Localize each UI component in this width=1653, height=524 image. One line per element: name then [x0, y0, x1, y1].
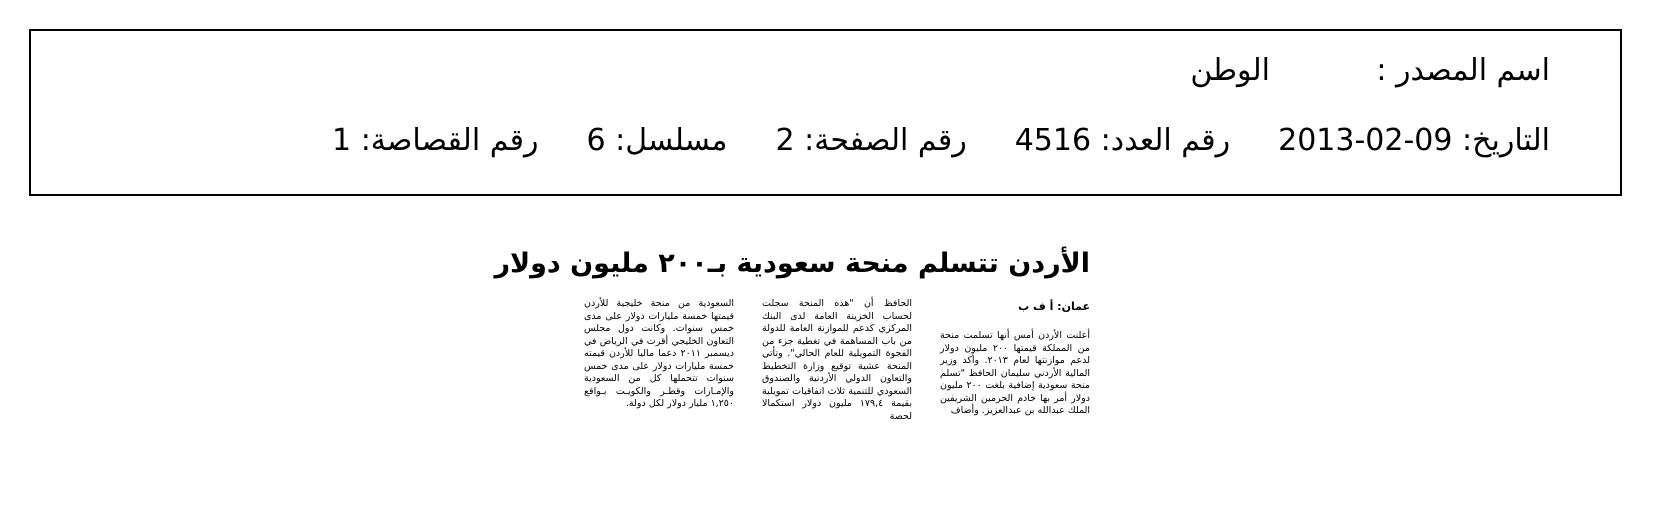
date-field — [1278, 123, 1550, 158]
page-label: رقم الصفحة: — [804, 123, 967, 158]
clipping-label: رقم القصاصة: — [360, 123, 539, 158]
issue-label: رقم العدد: — [1100, 123, 1231, 158]
serial-value: 6 — [586, 123, 606, 158]
date-value: 2013-02-09 — [1278, 123, 1453, 158]
clipping-header-box — [29, 29, 1622, 196]
source-value: الوطن — [1190, 53, 1270, 88]
clipping-field — [332, 123, 538, 158]
newspaper-clipping — [494, 240, 1090, 480]
serial-field — [587, 123, 728, 158]
issue-value: 4516 — [1014, 123, 1092, 158]
page-field — [776, 123, 967, 158]
article-title: الأردن تتسلم منحة سعودية بـ٢٠٠ مليون دولار — [494, 248, 1090, 279]
meta-line — [284, 123, 1550, 158]
article-column-1: أعلنت الأردن أمس أنها تسلمت منحة من المملكة قيمتها ٢٠٠ مليون دولار لدعم موازنتها لعام ٢٠١٣. وأكد وزير المالية الأردني سليمان الحافظ "تسلم منحة سعودية إضافية بلغت ٢٠٠ مليون دولار أمر بها خادم الحرمين الشريفين الملك عبدالله بن عبدالعزيز. وأضاف — [940, 330, 1090, 416]
source-line — [1190, 53, 1550, 88]
article-byline: عمان: أ ف ب — [1018, 300, 1090, 313]
serial-label: مسلسل: — [615, 123, 728, 158]
source-label: اسم المصدر : — [1376, 53, 1550, 88]
date-label: التاريخ: — [1462, 123, 1550, 158]
article-column-2: الحافظ أن "هذه المنحة سجلت لحساب الخزينة العامة لدى البنك المركزي كدعم للموازنة العامة للدولة من باب المساهمة في تغطية جزء من الفجوة التمويلية للعام الحالي". وتأتي المنحة عشية توقيع وزارة التخطيط والتعاون الدولي الأردنية والصندوق السعودي للتنمية ثلاث اتفاقيات تمويلية بقيمة ١٧٩,٤ مليون دولار استكمالا لحصة — [762, 298, 912, 422]
issue-field — [1015, 123, 1230, 158]
page-value: 2 — [775, 123, 795, 158]
article-column-3: السعودية من منحة خليجية للأردن قيمتها خمسة مليارات دولار على مدى خمس سنوات. وكانت دول مجلس التعاون الخليجي أقرت في الرياض في ديسمبر ٢٠١١ دعما ماليا للأردن قيمته خمسة مليارات دولار على مدى خمس سنوات تتحملها كل من السعودية والإمـارات وقطـر والكويـت بـواقع ١,٢٥٠ مليار دولار لكل دولة. — [584, 298, 734, 409]
clipping-value: 1 — [332, 123, 352, 158]
